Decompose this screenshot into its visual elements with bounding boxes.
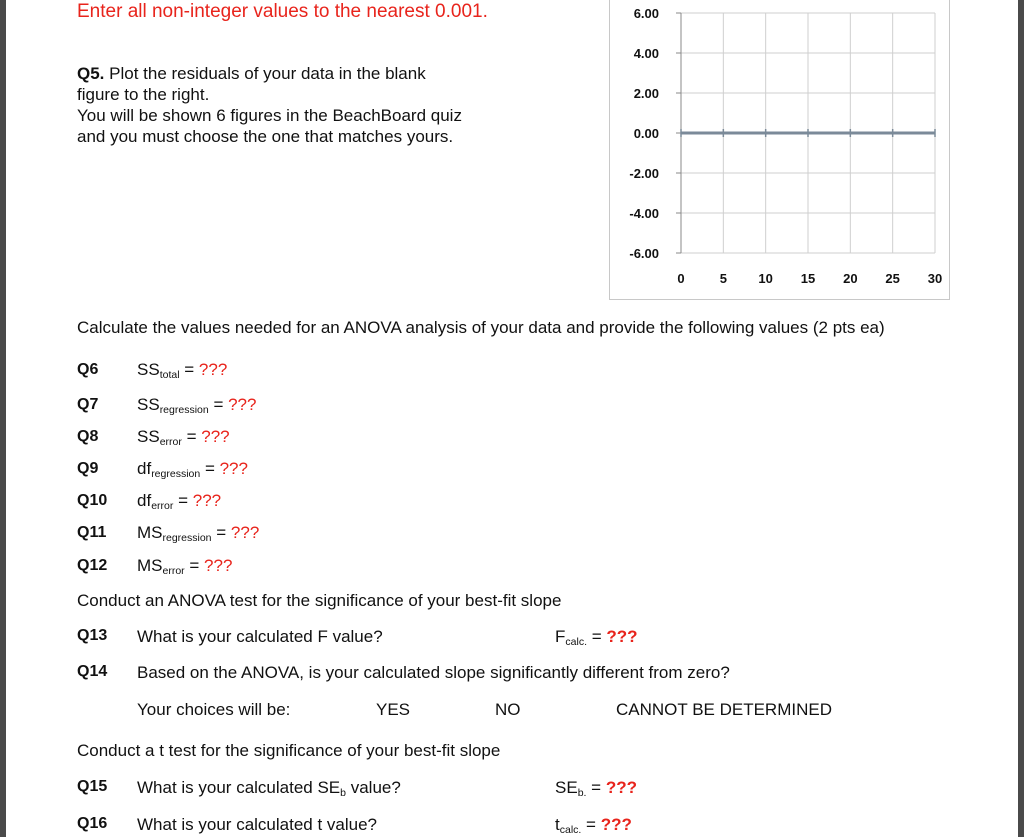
choices-label: Your choices will be: bbox=[137, 700, 291, 719]
y-tick-label: -6.00 bbox=[629, 246, 659, 261]
t-calc-answer[interactable]: ??? bbox=[600, 815, 632, 834]
q15-number: Q15 bbox=[77, 778, 108, 795]
q16-number: Q16 bbox=[77, 815, 108, 832]
q14-number: Q14 bbox=[77, 663, 108, 680]
expression-symbol: df bbox=[137, 491, 152, 510]
x-tick-label: 20 bbox=[843, 271, 858, 286]
expression-symbol: SS bbox=[137, 395, 160, 414]
se-b-field[interactable] bbox=[555, 778, 637, 800]
q15-text-a: What is your calculated SE bbox=[137, 778, 341, 797]
expression-subscript: regression bbox=[162, 532, 212, 544]
f-calc-subscript: calc. bbox=[565, 636, 587, 648]
x-tick-label: 30 bbox=[927, 271, 943, 286]
se-b-subscript: b. bbox=[577, 787, 587, 799]
question-expression[interactable] bbox=[137, 556, 232, 578]
expression-subscript: regression bbox=[151, 468, 201, 480]
residual-chart[interactable] bbox=[609, 0, 950, 300]
y-tick-label: -2.00 bbox=[629, 166, 659, 181]
expression-symbol: SS bbox=[137, 427, 160, 446]
question-number: Q12 bbox=[77, 557, 108, 574]
f-calc-equals: = bbox=[586, 627, 607, 646]
question-number: Q8 bbox=[77, 428, 99, 445]
expression-equals: = bbox=[181, 427, 202, 446]
t-calc-equals: = bbox=[581, 815, 601, 834]
question-expression[interactable] bbox=[137, 360, 227, 382]
question-number: Q10 bbox=[77, 492, 108, 509]
question-expression[interactable] bbox=[137, 523, 259, 545]
expression-symbol: MS bbox=[137, 523, 163, 542]
question-number: Q9 bbox=[77, 460, 99, 477]
x-tick-label: 10 bbox=[758, 271, 773, 286]
y-tick-label: 0.00 bbox=[633, 126, 659, 141]
answer-placeholder[interactable]: ??? bbox=[228, 395, 257, 414]
x-tick-label: 5 bbox=[719, 271, 727, 286]
question-expression[interactable] bbox=[137, 491, 221, 513]
q14-text: Based on the ANOVA, is your calculated slope significantly different from zero? bbox=[137, 663, 730, 682]
y-tick-label: -4.00 bbox=[629, 206, 659, 221]
question-expression[interactable] bbox=[137, 459, 248, 481]
expression-subscript: regression bbox=[159, 404, 209, 416]
t-calc-field[interactable] bbox=[555, 815, 632, 837]
f-calc-label: F bbox=[555, 627, 566, 646]
expression-equals: = bbox=[208, 395, 229, 414]
t-calc-label: t bbox=[555, 815, 560, 834]
q16-text: What is your calculated t value? bbox=[137, 815, 378, 834]
y-tick-label: 4.00 bbox=[633, 46, 659, 61]
answer-placeholder[interactable]: ??? bbox=[198, 360, 228, 379]
question-number: Q7 bbox=[77, 396, 99, 413]
y-tick-label: 2.00 bbox=[633, 86, 659, 101]
se-b-label: SE bbox=[555, 778, 578, 797]
q5-line-4: and you must choose the one that matches yours. bbox=[77, 127, 454, 146]
se-b-equals: = bbox=[586, 778, 606, 797]
choice-cannot-be-determined[interactable]: CANNOT BE DETERMINED bbox=[616, 700, 832, 719]
anova-test-heading: Conduct an ANOVA test for the significance of your best-fit slope bbox=[77, 591, 562, 610]
page-edge-left bbox=[0, 0, 6, 837]
x-tick-label: 15 bbox=[800, 271, 816, 286]
q15-text bbox=[137, 778, 401, 800]
t-calc-subscript: calc. bbox=[559, 824, 582, 836]
answer-placeholder[interactable]: ??? bbox=[201, 427, 230, 446]
expression-symbol: SS bbox=[137, 360, 160, 379]
question-number: Q6 bbox=[77, 361, 99, 378]
instruction-note: Enter all non-integer values to the nearest 0.001. bbox=[77, 1, 488, 22]
q13-number: Q13 bbox=[77, 627, 108, 644]
q5-line-3: You will be shown 6 figures in the BeachBoard quiz bbox=[77, 106, 462, 125]
q5-line-1: Plot the residuals of your data in the blank bbox=[104, 64, 426, 83]
page-edge-right bbox=[1018, 0, 1024, 837]
expression-subscript: total bbox=[159, 369, 180, 381]
q13-text: What is your calculated F value? bbox=[137, 627, 383, 646]
se-b-answer[interactable]: ??? bbox=[605, 778, 637, 797]
answer-placeholder[interactable]: ??? bbox=[192, 491, 222, 510]
x-tick-label: 0 bbox=[677, 271, 685, 286]
expression-equals: = bbox=[211, 523, 231, 542]
expression-symbol: df bbox=[137, 459, 152, 478]
q15-text-b: value? bbox=[346, 778, 401, 797]
choice-no[interactable]: NO bbox=[495, 700, 521, 719]
expression-equals: = bbox=[179, 360, 199, 379]
question-expression[interactable] bbox=[137, 427, 230, 449]
q15-text-subscript: b bbox=[340, 787, 346, 799]
q5-line-2: figure to the right. bbox=[77, 85, 210, 104]
question-expression[interactable] bbox=[137, 395, 256, 417]
f-calc-field[interactable] bbox=[555, 627, 638, 649]
answer-placeholder[interactable]: ??? bbox=[230, 523, 260, 542]
t-test-heading: Conduct a t test for the significance of your best-fit slope bbox=[77, 741, 501, 760]
x-tick-label: 25 bbox=[885, 271, 900, 286]
question-number: Q11 bbox=[77, 524, 107, 541]
anova-instructions: Calculate the values needed for an ANOVA analysis of your data and provide the following values (2 pts ea) bbox=[77, 318, 885, 337]
expression-symbol: MS bbox=[137, 556, 163, 575]
y-tick-label: 6.00 bbox=[633, 6, 659, 21]
f-calc-answer[interactable]: ??? bbox=[606, 627, 638, 646]
expression-subscript: error bbox=[159, 436, 182, 448]
expression-equals: = bbox=[173, 491, 193, 510]
expression-subscript: error bbox=[162, 565, 185, 577]
expression-equals: = bbox=[200, 459, 220, 478]
q5-number: Q5. bbox=[77, 64, 105, 83]
expression-subscript: error bbox=[151, 500, 174, 512]
answer-placeholder[interactable]: ??? bbox=[219, 459, 248, 478]
choice-yes[interactable]: YES bbox=[376, 700, 411, 719]
expression-equals: = bbox=[184, 556, 205, 575]
q5-text bbox=[77, 63, 462, 147]
answer-placeholder[interactable]: ??? bbox=[204, 556, 233, 575]
